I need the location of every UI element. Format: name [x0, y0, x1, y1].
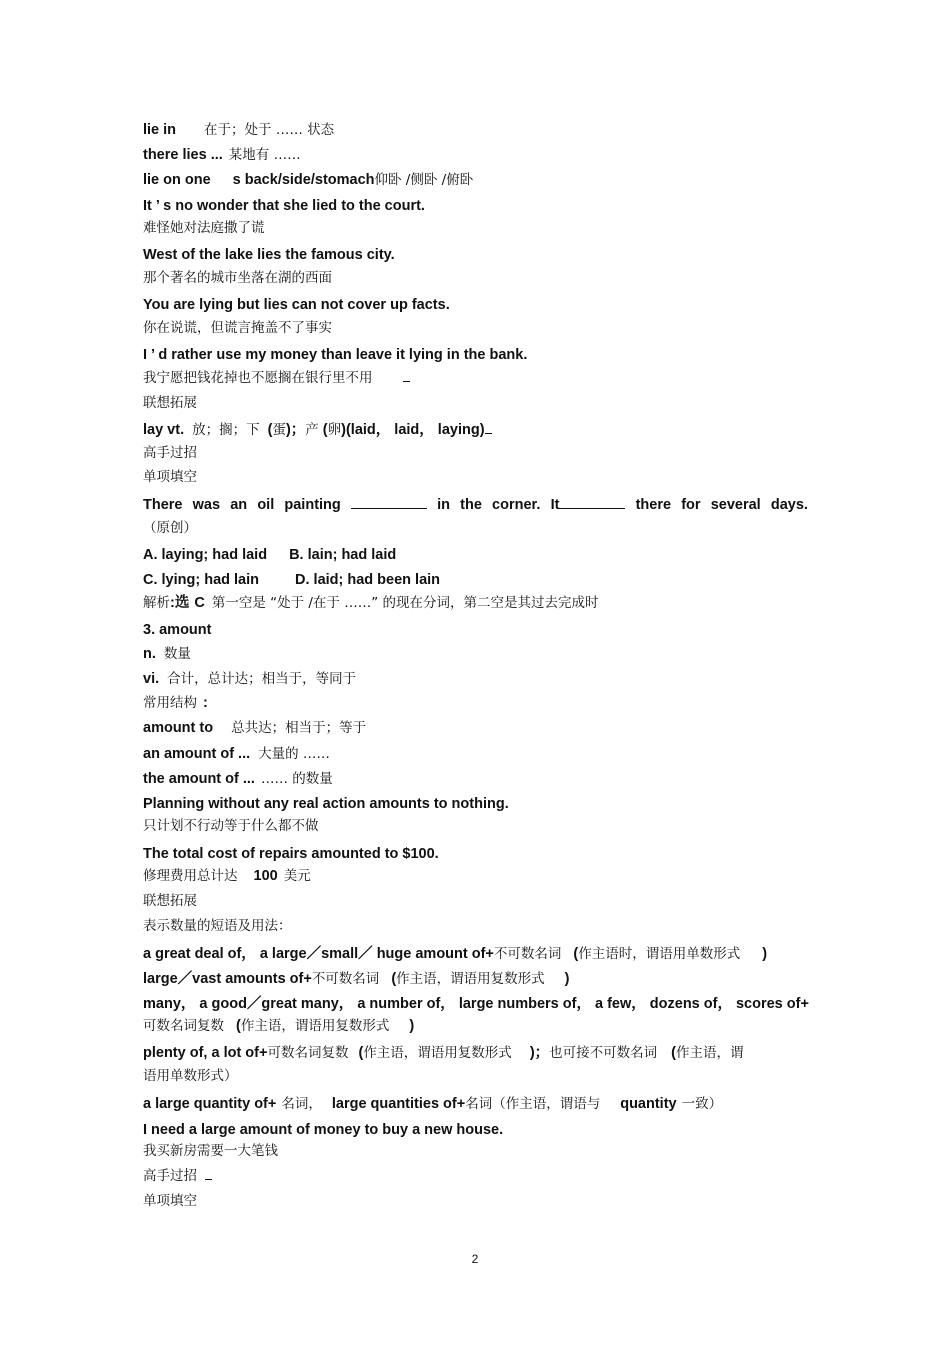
meaning: 蛋: [272, 422, 286, 438]
sentence-text: You are lying but lies can not cover up facts.: [143, 297, 450, 313]
sentence-text: Planning without any real action amounts to nothing.: [143, 796, 509, 812]
blank-mark: [205, 1167, 212, 1180]
option-d: D. laid; had been lain: [295, 572, 441, 588]
translation-text: 我买新房需要一大笔钱: [143, 1143, 278, 1159]
analysis-text: :选: [170, 595, 190, 611]
option-b: B. lain; had laid: [289, 547, 397, 563]
heading-text: 常用结构: [143, 695, 197, 711]
heading-text: 表示数量的短语及用法：: [143, 918, 292, 934]
paren: (: [573, 946, 579, 962]
example-sentence: [143, 794, 813, 814]
pos: vi.: [143, 671, 160, 687]
phrase: lay vt.: [143, 422, 185, 438]
translation-text: 修理费用总计达: [143, 868, 238, 884]
meaning: 作主语，谓: [676, 1045, 744, 1061]
blank-mark: [485, 421, 492, 434]
usage-line: [143, 1016, 813, 1036]
meaning: 合计，总计达；相当于，等同于: [167, 671, 357, 687]
paren: (: [671, 1045, 676, 1061]
blank-mark: [403, 369, 410, 382]
section-heading: [143, 693, 813, 713]
line-lay: [143, 420, 813, 440]
phrase: plenty of, a lot of+: [143, 1045, 268, 1061]
phrase: amount to: [143, 720, 214, 736]
paren: ): [409, 1018, 415, 1034]
word: the: [460, 497, 482, 513]
answer-blank[interactable]: [559, 494, 625, 509]
meaning: 产: [305, 422, 319, 438]
entry-heading: [143, 620, 813, 640]
word: days.: [770, 497, 808, 513]
heading-text: 单项填空: [143, 469, 197, 485]
phrase: quantity: [620, 1096, 677, 1112]
heading-text: 联想拓展: [143, 893, 197, 909]
translation: [143, 1141, 813, 1161]
section-heading: [143, 916, 813, 936]
phrase: the amount of ...: [143, 771, 255, 787]
meaning: 作主语时，谓语用单数形式: [578, 946, 741, 962]
sentence-text: The total cost of repairs amounted to $100.: [143, 846, 439, 862]
meaning: 总共达；相当于；等于: [231, 720, 367, 736]
phrase: large／vast amounts of+: [143, 971, 312, 987]
usage-line: [143, 994, 813, 1014]
analysis: [143, 593, 813, 613]
meaning: 大量的 ……: [258, 746, 330, 762]
example-sentence: [143, 196, 813, 216]
heading-text: 联想拓展: [143, 395, 197, 411]
phrase: many， a good／great many， a number of， large numbers of， a few， dozens of， scores of+: [143, 996, 809, 1012]
source-note: [143, 518, 813, 538]
meaning: 作主语，谓语用复数形式: [363, 1045, 512, 1061]
meaning: 语用单数形式）: [143, 1068, 238, 1084]
meaning: …… 的数量: [260, 771, 333, 787]
meaning: 也可接不可数名词: [549, 1045, 658, 1061]
word: for: [681, 497, 701, 513]
translation: [143, 318, 813, 338]
colon: :: [203, 695, 208, 711]
heading-text: 单项填空: [143, 1193, 197, 1209]
phrase: an amount of ...: [143, 746, 251, 762]
meaning: 可数名词复数: [267, 1045, 349, 1061]
translation-text: 难怪她对法庭撒了谎: [143, 220, 265, 236]
sentence-text: West of the lake lies the famous city.: [143, 247, 395, 263]
definition: [143, 644, 813, 664]
word: there: [635, 497, 672, 513]
paren: (: [391, 971, 397, 987]
meaning: 某地有 ……: [228, 147, 301, 163]
source-text: （原创）: [143, 520, 197, 536]
usage-line: [143, 1094, 813, 1114]
amount: 100: [253, 868, 278, 884]
phrase-cont: s back/side/stomach: [232, 172, 375, 188]
option-c: C. lying; had lain: [143, 572, 260, 588]
line-there-lies: [143, 145, 813, 165]
paren: ): [564, 971, 570, 987]
meaning: 不可数名词: [311, 971, 380, 987]
paren: )；: [285, 422, 306, 438]
phrase-line: [143, 718, 813, 738]
exercise-question: [143, 494, 808, 515]
sentence-text: It ’ s no wonder that she lied to the court.: [143, 198, 425, 214]
meaning: 仰卧 /侧卧 /俯卧: [374, 172, 474, 188]
forms: )(laid， laid， laying): [341, 422, 485, 438]
option-a: A. laying; had laid: [143, 547, 268, 563]
example-sentence: [143, 1120, 813, 1140]
translation-text: 那个著名的城市坐落在湖的西面: [143, 270, 332, 286]
translation: [143, 866, 813, 886]
meaning: 名词，: [281, 1096, 322, 1112]
sentence-text: I need a large amount of money to buy a new house.: [143, 1122, 504, 1138]
translation: [143, 218, 813, 238]
phrase-line: [143, 744, 813, 764]
meaning: 一致）: [681, 1096, 723, 1112]
answer: C: [194, 595, 205, 611]
translation: [143, 268, 813, 288]
section-heading: [143, 891, 813, 911]
usage-line: [143, 969, 813, 989]
section-heading: [143, 467, 813, 487]
phrase: a great deal of， a large／small／ huge amount of+: [143, 946, 494, 962]
word: There: [143, 497, 183, 513]
analysis-label: 解析: [143, 595, 170, 611]
usage-line: [143, 1066, 813, 1086]
phrase: lie on one: [143, 172, 211, 188]
translation-text: 我宁愿把钱花掉也不愿搁在银行里不用: [143, 370, 373, 386]
options-row: [143, 545, 813, 565]
meaning: 可数名词复数: [143, 1018, 224, 1034]
paren: )；: [529, 1045, 550, 1061]
word: painting: [284, 497, 341, 513]
translation-text: 你在说谎，但谎言掩盖不了事实: [143, 320, 332, 336]
example-sentence: [143, 345, 813, 365]
analysis-text: 第一空是 “处于 /在于 ……” 的现在分词，第二空是其过去完成时: [211, 595, 599, 611]
paren: (: [236, 1018, 241, 1034]
word: several: [710, 497, 761, 513]
meaning: 不可数名词: [493, 946, 562, 962]
page-number: 2: [471, 1252, 479, 1266]
word: an: [230, 497, 248, 513]
paren: ): [762, 946, 768, 962]
usage-line: [143, 1043, 813, 1063]
options-row: [143, 570, 813, 590]
example-sentence: [143, 844, 813, 864]
paren: (: [267, 422, 273, 438]
word: corner.: [492, 497, 541, 513]
section-heading: [143, 443, 813, 463]
pos: n.: [143, 646, 156, 662]
phrase: lie in: [143, 122, 177, 138]
word: oil: [257, 497, 275, 513]
phrase-line: [143, 769, 813, 789]
line-lie-in: [143, 120, 813, 140]
sentence-text: I ’ d rather use my money than leave it lying in the bank.: [143, 347, 528, 363]
meaning: 放；搁；下: [192, 422, 260, 438]
section-heading: [143, 1191, 813, 1211]
heading-text: 高手过招: [143, 445, 197, 461]
translation: [143, 816, 813, 836]
paren: (: [358, 1045, 364, 1061]
meaning: 在于；处于 …… 状态: [204, 122, 335, 138]
section-heading: [143, 1166, 813, 1186]
meaning: 数量: [163, 646, 191, 662]
meaning: 作主语，谓语用复数形式: [396, 971, 545, 987]
phrase: large quantities of+: [331, 1096, 466, 1112]
word: It: [550, 497, 560, 513]
example-sentence: [143, 295, 813, 315]
paren: (: [322, 422, 328, 438]
heading-text: 3. amount: [143, 622, 212, 638]
phrase: a large quantity of+: [143, 1096, 277, 1112]
word: was: [192, 497, 221, 513]
definition: [143, 669, 813, 689]
translation: [143, 368, 813, 388]
section-heading: [143, 393, 813, 413]
heading-text: 高手过招: [143, 1168, 197, 1184]
example-sentence: [143, 245, 813, 265]
translation-text: 美元: [283, 868, 311, 884]
phrase: there lies ...: [143, 147, 223, 163]
word: in: [437, 497, 450, 513]
translation-text: 只计划不行动等于什么都不做: [143, 818, 319, 834]
meaning: 名词（作主语，谓语与: [465, 1096, 601, 1112]
meaning: 卵: [327, 422, 342, 438]
answer-blank[interactable]: [351, 494, 427, 509]
usage-line: [143, 944, 813, 964]
line-lie-on: [143, 170, 813, 190]
meaning: 作主语，谓语用复数形式: [240, 1018, 390, 1034]
